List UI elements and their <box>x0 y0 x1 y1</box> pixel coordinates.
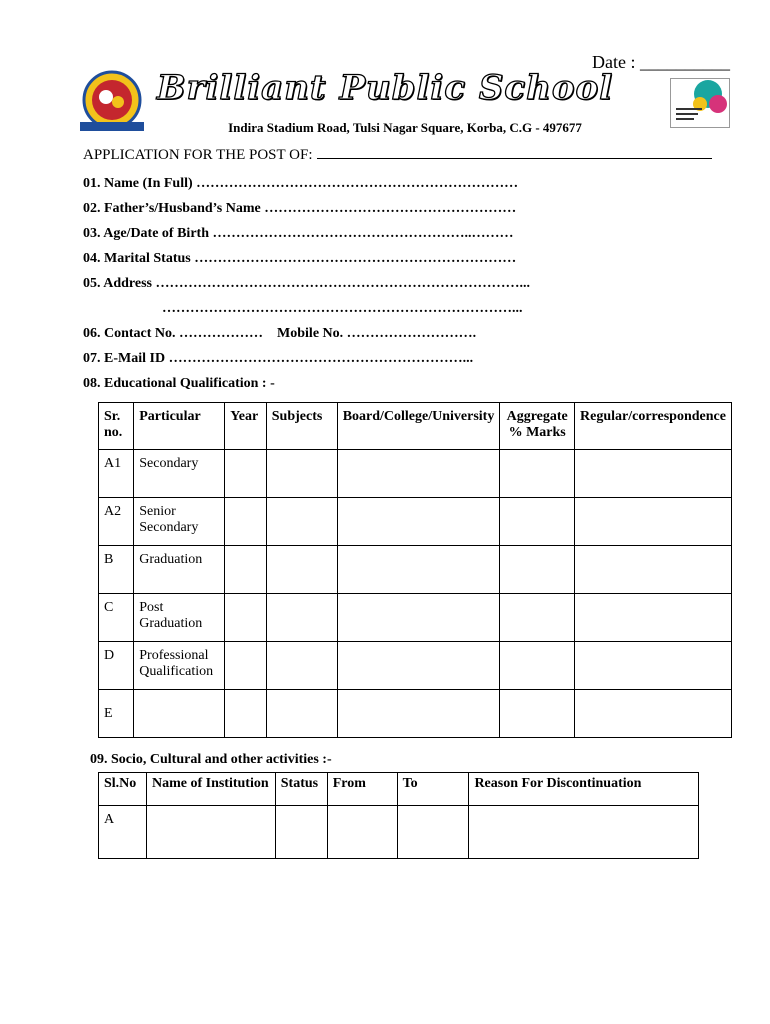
field-address-line2[interactable]: …………………………………………………………………... <box>162 301 523 316</box>
cell-regular[interactable] <box>575 546 732 594</box>
cell-status[interactable] <box>275 806 327 859</box>
table-row <box>99 498 732 546</box>
cell-regular[interactable] <box>575 450 732 498</box>
field-contact[interactable]: 06. Contact No. ……………… Mobile No. ………………………. <box>83 326 477 341</box>
cell-regular[interactable] <box>575 594 732 642</box>
col-reason: Reason For Discontinuation <box>469 773 699 806</box>
section-socio-cultural: 09. Socio, Cultural and other activities :- <box>90 752 332 767</box>
education-table-header <box>99 403 732 450</box>
cell-subjects[interactable] <box>266 642 337 690</box>
table-row <box>99 690 732 738</box>
table-row <box>99 642 732 690</box>
row-particular: Secondary <box>134 450 225 498</box>
cell-year[interactable] <box>225 690 267 738</box>
table-row <box>99 546 732 594</box>
cell-year[interactable] <box>225 450 267 498</box>
row-particular <box>134 690 225 738</box>
col-regular: Regular/correspondence <box>575 403 732 450</box>
post-blank[interactable] <box>317 146 712 159</box>
row-particular: Senior Secondary <box>134 498 225 546</box>
cell-year[interactable] <box>225 498 267 546</box>
cell-regular[interactable] <box>575 642 732 690</box>
row-particular: Post Graduation <box>134 594 225 642</box>
cell-board[interactable] <box>337 498 500 546</box>
cell-board[interactable] <box>337 594 500 642</box>
socio-table-header <box>99 773 699 806</box>
field-father-husband-name[interactable]: 02. Father’s/Husband’s Name ……………………………………………… <box>83 201 517 216</box>
col-to: To <box>397 773 469 806</box>
row-sr: D <box>99 642 134 690</box>
field-address[interactable]: 05. Address ……………………………………………………………………... <box>83 276 530 291</box>
cell-board[interactable] <box>337 642 500 690</box>
col-subjects: Subjects <box>266 403 337 450</box>
row-particular: Graduation <box>134 546 225 594</box>
col-sr-no: Sr. no. <box>99 403 134 450</box>
cell-regular[interactable] <box>575 690 732 738</box>
socio-cultural-table <box>98 772 699 859</box>
cell-subjects[interactable] <box>266 546 337 594</box>
cell-subjects[interactable] <box>266 450 337 498</box>
cell-year[interactable] <box>225 642 267 690</box>
table-row <box>99 594 732 642</box>
row-sr: A1 <box>99 450 134 498</box>
post-label: APPLICATION FOR THE POST OF: <box>83 147 313 163</box>
cell-institution[interactable] <box>146 806 275 859</box>
cell-aggregate[interactable] <box>500 546 575 594</box>
cell-board[interactable] <box>337 450 500 498</box>
education-table <box>98 402 732 738</box>
post-applied-line <box>83 146 712 164</box>
cell-subjects[interactable] <box>266 690 337 738</box>
mobile-label: Mobile No. <box>277 326 344 341</box>
cell-aggregate[interactable] <box>500 498 575 546</box>
col-particular: Particular <box>134 403 225 450</box>
row-sr: A2 <box>99 498 134 546</box>
cell-aggregate[interactable] <box>500 450 575 498</box>
cell-subjects[interactable] <box>266 594 337 642</box>
school-name: Brilliant Public School <box>156 68 614 108</box>
field-marital-status[interactable]: 04. Marital Status …………………………………………………………… <box>83 251 517 266</box>
cell-from[interactable] <box>327 806 397 859</box>
col-aggregate: Aggregate % Marks <box>500 403 575 450</box>
cell-to[interactable] <box>397 806 469 859</box>
col-sl-no: Sl.No <box>99 773 147 806</box>
col-year: Year <box>225 403 267 450</box>
col-status: Status <box>275 773 327 806</box>
cell-subjects[interactable] <box>266 498 337 546</box>
cell-aggregate[interactable] <box>500 690 575 738</box>
table-row <box>99 806 699 859</box>
row-sr: B <box>99 546 134 594</box>
cell-year[interactable] <box>225 594 267 642</box>
field-email[interactable]: 07. E-Mail ID ………………………………………………………... <box>83 351 474 366</box>
date-label: Date : __________ <box>592 52 730 72</box>
col-from: From <box>327 773 397 806</box>
col-institution: Name of Institution <box>146 773 275 806</box>
col-board: Board/College/University <box>337 403 500 450</box>
international-school-award-badge <box>670 78 730 128</box>
field-age-dob[interactable]: 03. Age/Date of Birth ………………………………………………..……… <box>83 226 514 241</box>
cell-board[interactable] <box>337 546 500 594</box>
row-sr: C <box>99 594 134 642</box>
row-particular: Professional Qualification <box>134 642 225 690</box>
table-row <box>99 450 732 498</box>
cell-regular[interactable] <box>575 498 732 546</box>
row-sr: E <box>99 690 134 738</box>
cell-board[interactable] <box>337 690 500 738</box>
cell-aggregate[interactable] <box>500 594 575 642</box>
row-sl: A <box>99 806 147 859</box>
cell-reason[interactable] <box>469 806 699 859</box>
section-educational-qualification: 08. Educational Qualification : - <box>83 376 275 391</box>
cell-aggregate[interactable] <box>500 642 575 690</box>
field-name[interactable]: 01. Name (In Full) …………………………………………………………… <box>83 176 519 191</box>
school-address: Indira Stadium Road, Tulsi Nagar Square, Korba, C.G - 497677 <box>228 120 582 135</box>
cell-year[interactable] <box>225 546 267 594</box>
